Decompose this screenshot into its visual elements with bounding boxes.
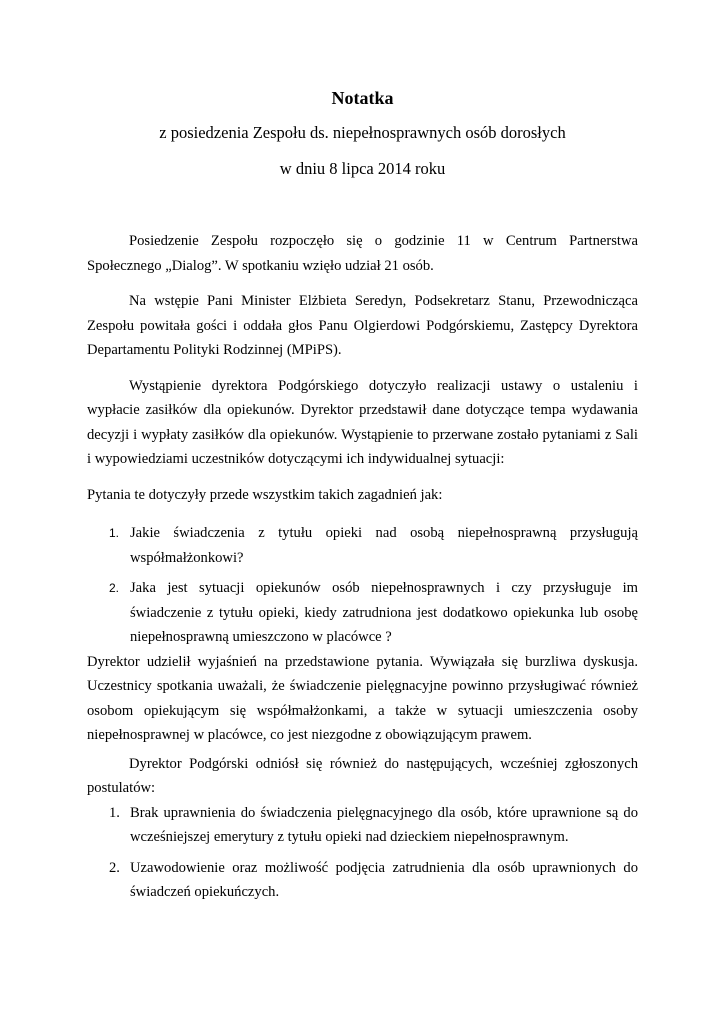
list-item-number: 2. (109, 859, 120, 876)
document-title: Notatka (331, 88, 394, 108)
paragraph-discussion: Dyrektor udzielił wyjaśnień na przedstawione pytania. Wywiązała się burzliwa dyskusja. Uczestnicy spotkania uważali, że świadczenie pielęgnacyjne powinno przysługiwać również osobom opiekującym się współmałżonkami, a także w sytuacji umieszczenia osoby niepełnosprawnej w placówce, co jest niezgodne z obowiązującym prawem. (87, 653, 638, 743)
document-subtitle: z posiedzenia Zespołu ds. niepełnosprawnych osób dorosłych (159, 123, 566, 142)
paragraph-questions-intro: Pytania te dotyczyły przede wszystkim takich zagadnień jak: (87, 486, 443, 503)
list-item (87, 521, 638, 570)
list-item-text: Jakie świadczenia z tytułu opieki nad osobą niepełnosprawną przysługują współmałżonkowi? (130, 525, 638, 566)
list-item-number: 1. (109, 526, 120, 540)
paragraph-postulates-intro: Dyrektor Podgórski odniósł się również do następujących, wcześniej zgłoszonych postulatów: (87, 755, 638, 796)
document-date: w dniu 8 lipca 2014 roku (279, 159, 446, 178)
list-item-text: Brak uprawnienia do świadczenia pielęgnacyjnego dla osób, które uprawnione są do wcześniejszej emerytury z tytułu opieki nad dzieckiem niepełnosprawnym. (130, 804, 638, 845)
paragraph-welcome: Na wstępie Pani Minister Elżbieta Seredyn, Podsekretarz Stanu, Przewodnicząca Zespołu powitała gości i oddała głos Panu Olgierdowi Podgórskiemu, Zastępcy Dyrektora Departamentu Polityki Rodzinnej (MPiPS). (87, 293, 638, 358)
list-item-text: Jaka jest sytuacji opiekunów osób niepełnosprawnych i czy przysługuje im świadczenie z tytułu opieki, kiedy zatrudniona jest dodatkowo opiekunka lub osobę niepełnosprawną umieszczono w placówce ? (130, 580, 638, 645)
document-body (87, 229, 638, 905)
questions-list (87, 521, 638, 650)
list-item (87, 856, 638, 905)
list-item-number: 1. (109, 804, 120, 821)
list-item-number: 2. (109, 581, 120, 595)
list-item-text: Uzawodowienie oraz możliwość podjęcia zatrudnienia dla osób uprawnionych do świadczeń opiekuńczych. (130, 859, 638, 900)
postulates-list (87, 801, 638, 905)
paragraph-meeting-start: Posiedzenie Zespołu rozpoczęło się o godzinie 11 w Centrum Partnerstwa Społecznego „Dialog”. W spotkaniu wzięło udział 21 osób. (87, 233, 638, 274)
list-item (87, 576, 638, 650)
list-item (87, 801, 638, 850)
paragraph-director-speech: Wystąpienie dyrektora Podgórskiego dotyczyło realizacji ustawy o ustaleniu i wypłacie zasiłków dla opiekunów. Dyrektor przedstawił dane dotyczące tempa wydawania decyzji i wypłaty zasiłków dla opiekunów. Wystąpienie to przerwane zostało pytaniami z Sali i wypowiedziami uczestników dotyczącymi ich indywidualnej sytuacji: (87, 377, 638, 467)
